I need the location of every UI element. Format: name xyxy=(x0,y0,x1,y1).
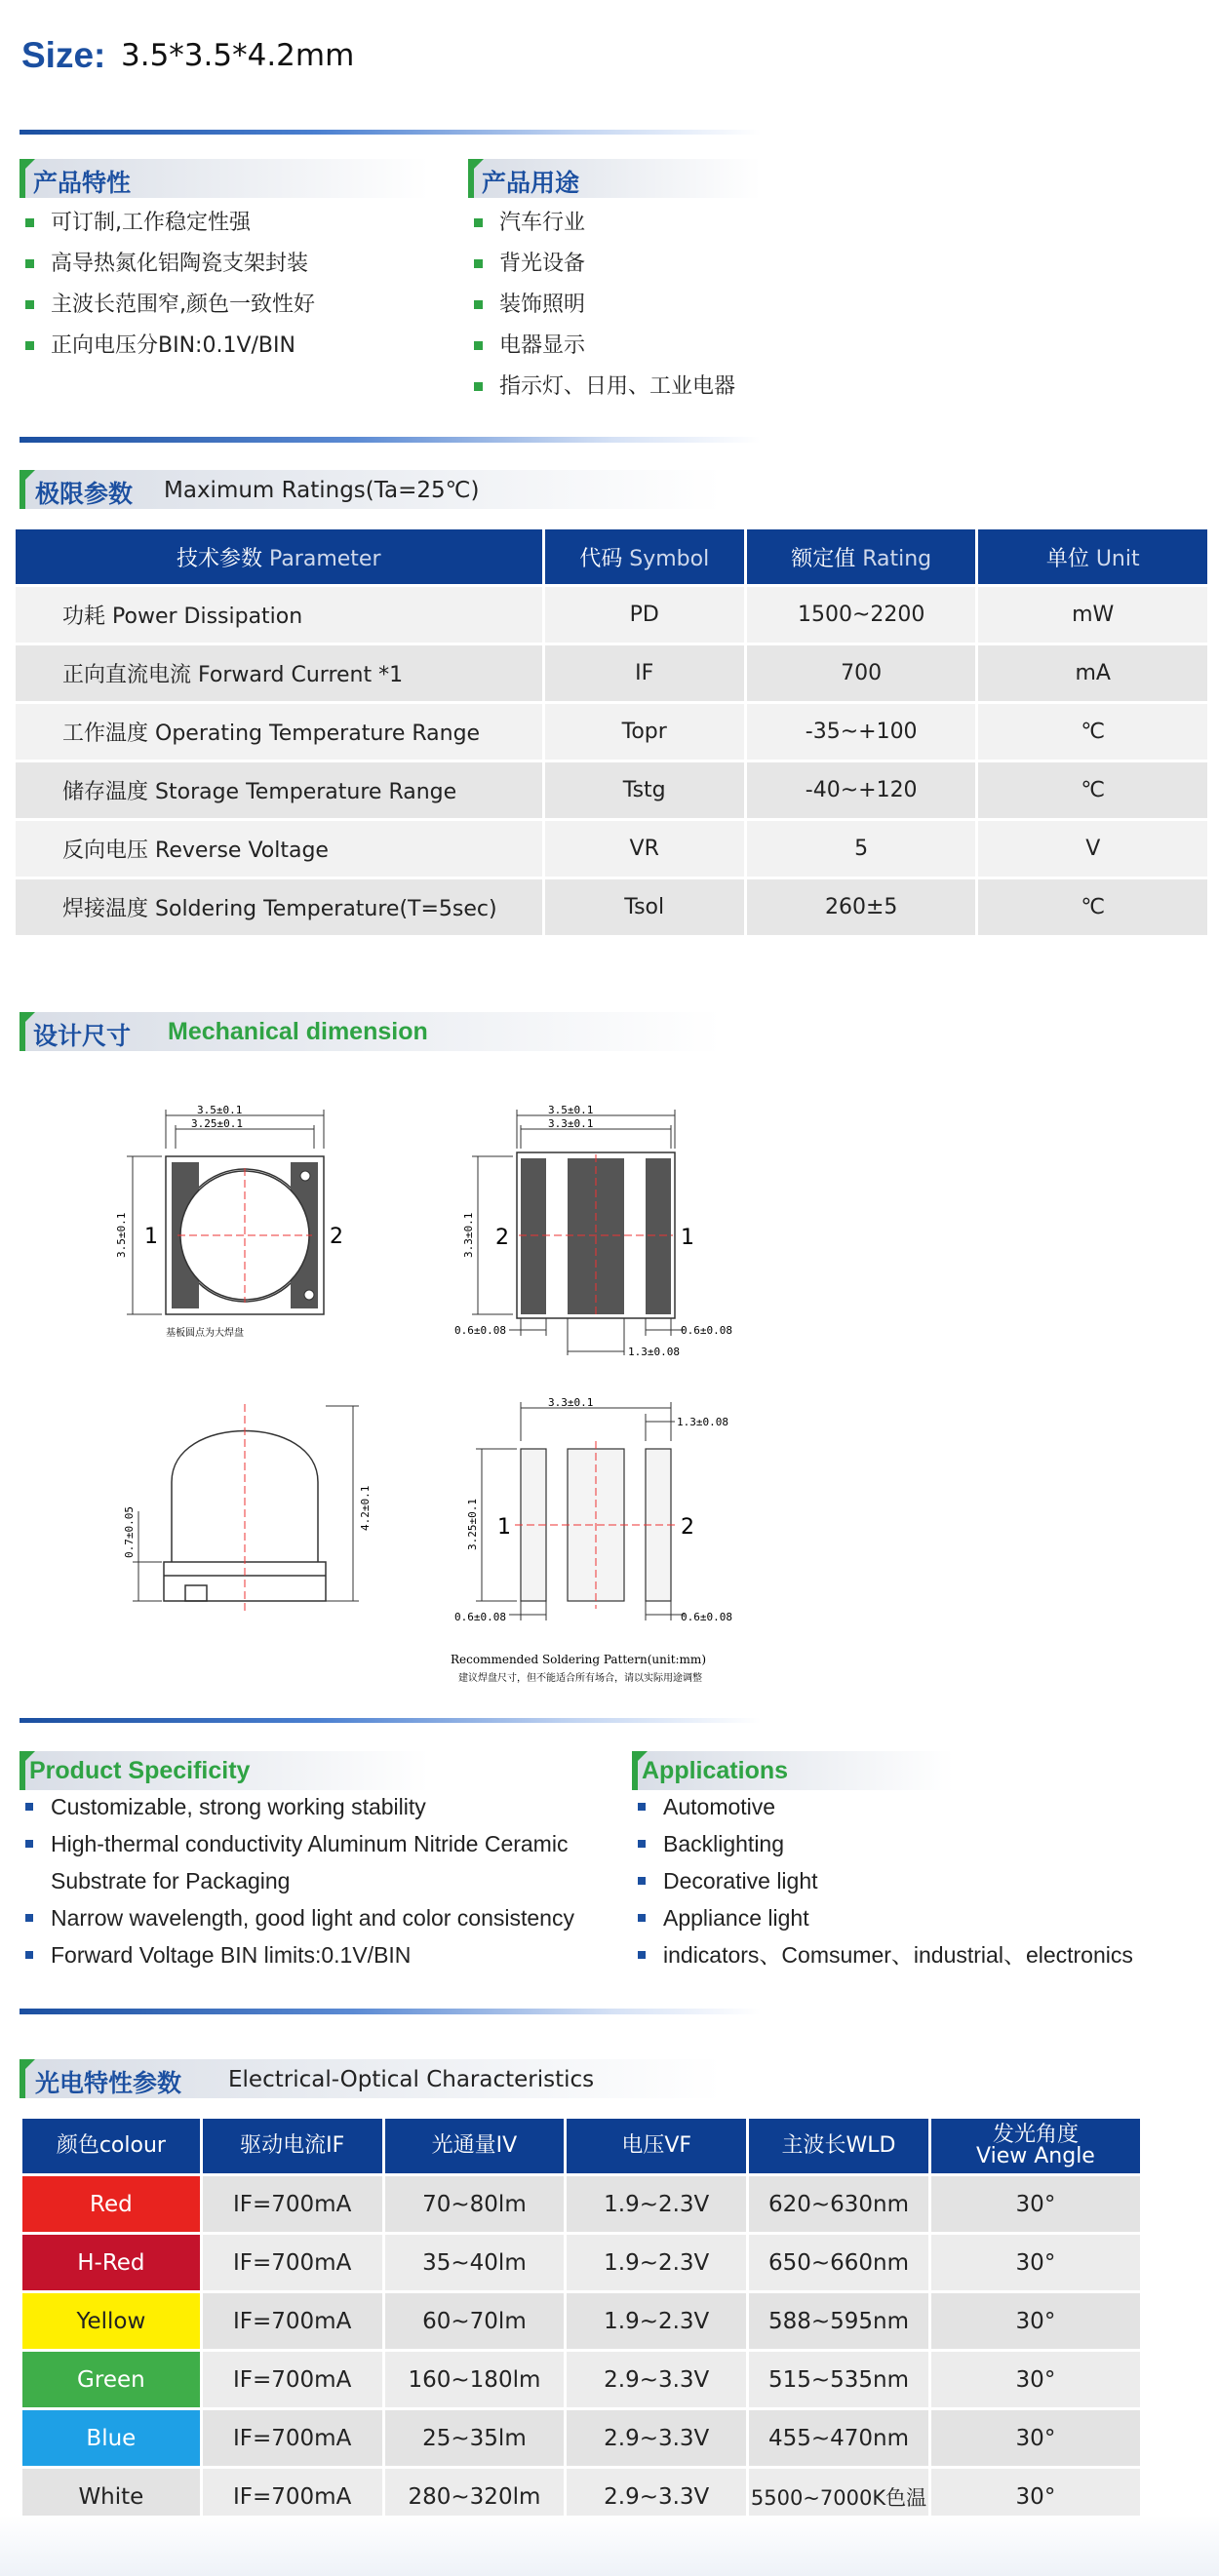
list-item: 汽车行业 xyxy=(470,203,860,244)
list-item: 装饰照明 xyxy=(470,285,860,326)
dim-label: 3.5±0.1 xyxy=(197,1104,243,1116)
applications-en-title: Applications xyxy=(642,1757,789,1784)
table-row: Green IF=700mA 160~180lm 2.9~3.3V 515~535nm 30° xyxy=(22,2352,1140,2407)
max-ratings-header xyxy=(20,470,722,509)
table-row: 焊接温度 Soldering Temperature(T=5sec) Tsol 260±5 ℃ xyxy=(16,879,1207,935)
list-item: indicators、Comsumer、industrial、electronics xyxy=(634,1936,1180,1973)
list-item: Substrate for Packaging xyxy=(51,1868,291,1893)
max-ratings-title-en: Maximum Ratings(Ta=25℃) xyxy=(164,478,480,503)
pin-label: 1 xyxy=(497,1515,511,1540)
colour-cell: White xyxy=(22,2469,200,2524)
features-en-title: Product Specificity xyxy=(29,1757,251,1784)
table-row: H-Red IF=700mA 35~40lm 1.9~2.3V 650~660nm 30° xyxy=(22,2235,1140,2290)
dim-label: 1.3±0.08 xyxy=(677,1416,728,1428)
list-item: Automotive xyxy=(634,1788,1180,1825)
header-wld: 主波长WLD xyxy=(749,2119,928,2173)
dim-label: 3.3±0.1 xyxy=(548,1117,594,1130)
top-view-note: 基板圆点为大焊盘 xyxy=(166,1328,244,1339)
list-item: Backlighting xyxy=(634,1825,1180,1862)
table-header-row xyxy=(22,2119,1140,2173)
dim-label: 0.6±0.08 xyxy=(454,1611,506,1623)
size-value: 3.5*3.5*4.2mm xyxy=(121,38,355,73)
list-item: Customizable, strong working stability xyxy=(21,1788,636,1825)
max-ratings-table xyxy=(13,527,1210,938)
list-item: Forward Voltage BIN limits:0.1V/BIN xyxy=(21,1936,636,1973)
eo-table xyxy=(20,2116,1143,2527)
dim-label: 3.3±0.1 xyxy=(462,1212,475,1258)
colour-cell: Blue xyxy=(22,2410,200,2466)
list-item: 可订制,工作稳定性强 xyxy=(21,203,460,244)
dim-label: 1.3±0.08 xyxy=(628,1346,680,1358)
footer-band xyxy=(0,2516,1219,2576)
features-en-header xyxy=(20,1751,429,1790)
dim-label: 0.6±0.08 xyxy=(681,1611,732,1623)
pin-label: 1 xyxy=(144,1225,158,1249)
header-unit: 单位 Unit xyxy=(978,529,1207,584)
header-if: 驱动电流IF xyxy=(203,2119,382,2173)
applications-en-list xyxy=(634,1788,1180,1973)
table-row: Blue IF=700mA 25~35lm 2.9~3.3V 455~470nm 30° xyxy=(22,2410,1140,2466)
list-item: Narrow wavelength, good light and color consistency xyxy=(21,1899,636,1936)
table-row: White IF=700mA 280~320lm 2.9~3.3V 5500~7000K色温 30° xyxy=(22,2469,1140,2524)
colour-cell: Green xyxy=(22,2352,200,2407)
list-item: Appliance light xyxy=(634,1899,1180,1936)
pin-label: 1 xyxy=(681,1226,694,1250)
soldering-pattern-diagram xyxy=(451,1394,772,1687)
top-view-diagram xyxy=(107,1102,400,1346)
table-row: 反向电压 Reverse Voltage VR 5 V xyxy=(16,821,1207,877)
list-item: 背光设备 xyxy=(470,244,860,285)
applications-cn-title: 产品用途 xyxy=(482,169,580,197)
list-item: High-thermal conductivity Aluminum Nitride Ceramic xyxy=(21,1825,636,1862)
pattern-note: 建议焊盘尺寸，但不能适合所有场合，请以实际用途调整 xyxy=(458,1673,702,1684)
list-item: Decorative light xyxy=(634,1862,1180,1899)
dim-label: 3.25±0.1 xyxy=(466,1499,479,1550)
colour-cell: Red xyxy=(22,2176,200,2232)
features-cn-header xyxy=(20,159,429,198)
dim-label: 3.5±0.1 xyxy=(115,1212,128,1258)
table-row: 功耗 Power Dissipation PD 1500~2200 mW xyxy=(16,587,1207,643)
features-cn-title: 产品特性 xyxy=(33,169,132,197)
dim-label: 4.2±0.1 xyxy=(359,1485,372,1531)
list-item: 高导热氮化铝陶瓷支架封装 xyxy=(21,244,460,285)
divider xyxy=(20,1718,761,1723)
dim-label: 3.3±0.1 xyxy=(548,1396,594,1409)
mechanical-title-cn: 设计尺寸 xyxy=(33,1022,132,1050)
list-item: 指示灯、日用、工业电器 xyxy=(470,367,860,408)
side-view-diagram xyxy=(107,1394,400,1619)
mechanical-title-en: Mechanical dimension xyxy=(168,1018,428,1045)
divider xyxy=(20,437,761,443)
eo-title-cn: 光电特性参数 xyxy=(35,2069,182,2097)
table-row: 储存温度 Storage Temperature Range Tstg -40~+120 ℃ xyxy=(16,762,1207,818)
header-rating: 额定值 Rating xyxy=(747,529,976,584)
colour-cell: Yellow xyxy=(22,2293,200,2349)
table-row: 工作温度 Operating Temperature Range Topr -35~+100 ℃ xyxy=(16,704,1207,760)
list-item: 电器显示 xyxy=(470,326,860,367)
table-row: Red IF=700mA 70~80lm 1.9~2.3V 620~630nm 30° xyxy=(22,2176,1140,2232)
eo-header xyxy=(20,2059,722,2098)
pin-label: 2 xyxy=(495,1226,509,1250)
mechanical-header xyxy=(20,1012,722,1051)
features-en-list xyxy=(21,1788,636,1973)
dim-label: 3.25±0.1 xyxy=(191,1117,243,1130)
pattern-caption: Recommended Soldering Pattern(unit:mm) xyxy=(451,1653,706,1666)
dim-label: 0.6±0.08 xyxy=(681,1324,732,1337)
applications-en-header xyxy=(632,1751,954,1790)
dim-label: 0.7±0.05 xyxy=(123,1506,136,1558)
table-row: 正向直流电流 Forward Current *1 IF 700 mA xyxy=(16,645,1207,701)
colour-cell: H-Red xyxy=(22,2235,200,2290)
table-header-row xyxy=(16,529,1207,584)
table-row: Yellow IF=700mA 60~70lm 1.9~2.3V 588~595nm 30° xyxy=(22,2293,1140,2349)
header-iv: 光通量IV xyxy=(385,2119,565,2173)
header-angle: 发光角度 View Angle xyxy=(931,2119,1140,2173)
dim-label: 3.5±0.1 xyxy=(548,1104,594,1116)
bottom-view-diagram xyxy=(451,1102,763,1375)
divider xyxy=(20,130,761,135)
applications-cn-list xyxy=(470,203,860,408)
features-cn-list xyxy=(21,203,460,367)
dim-label: 0.6±0.08 xyxy=(454,1324,506,1337)
list-item: 主波长范围窄,颜色一致性好 xyxy=(21,285,460,326)
pin-label: 2 xyxy=(330,1225,343,1249)
eo-title-en: Electrical-Optical Characteristics xyxy=(228,2067,595,2092)
divider xyxy=(20,2009,761,2014)
header-colour: 颜色colour xyxy=(22,2119,200,2173)
pin-label: 2 xyxy=(681,1515,694,1540)
header-vf: 电压VF xyxy=(567,2119,746,2173)
header-parameter: 技术参数 Parameter xyxy=(16,529,542,584)
size-label: Size: xyxy=(21,35,106,75)
max-ratings-title-cn: 极限参数 xyxy=(35,480,134,508)
header-symbol: 代码 Symbol xyxy=(545,529,744,584)
applications-cn-header xyxy=(468,159,761,198)
list-item: 正向电压分BIN:0.1V/BIN xyxy=(21,326,460,367)
